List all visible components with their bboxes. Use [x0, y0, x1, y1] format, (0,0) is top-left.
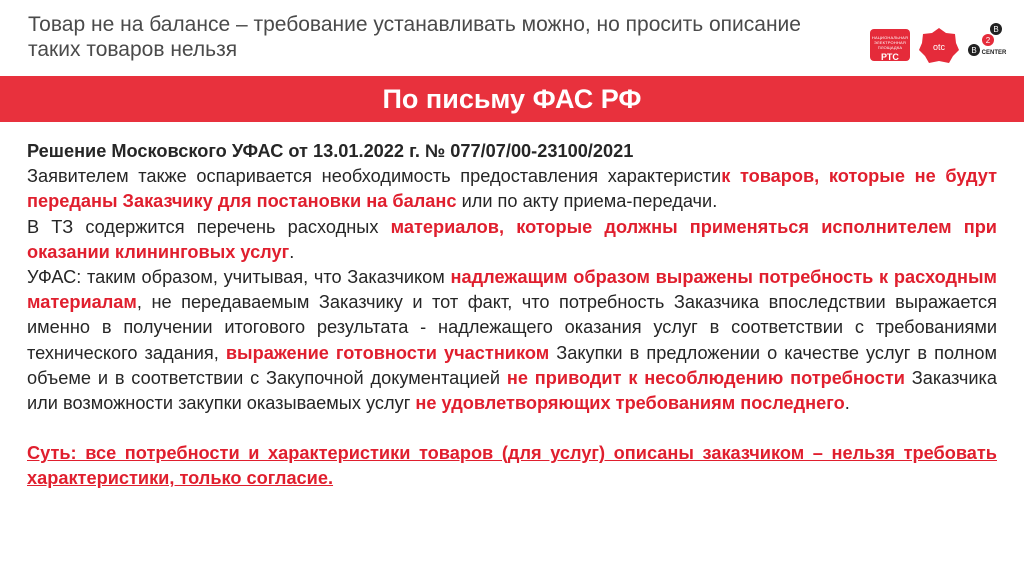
text-run: УФАС: таким образом, учитывая, что Заказчиком	[27, 267, 451, 288]
highlight-run: не удовлетворяющих требованиям последнего	[415, 393, 845, 414]
highlight-run: материалов, которые должны применяться исполнителем при оказании клининговых услуг	[27, 216, 997, 262]
slide-title: Товар не на балансе – требование устанавливать можно, но просить описание таких товаров нельзя	[28, 13, 801, 61]
text-run: Заказчика или возможности закупки оказываемых услуг	[27, 367, 997, 414]
summary-text: Суть: все потребности и характеристики товаров (для услуг) описаны заказчиком – нельзя требовать характеристики, только согласие.	[27, 443, 997, 489]
decision-heading: Решение Московского УФАС от 13.01.2022 г. № 077/07/00-23100/2021	[27, 141, 634, 161]
svg-text:2: 2	[985, 36, 991, 45]
paragraph-claim	[27, 164, 997, 214]
rts-logo-text: РТС	[881, 52, 899, 62]
text-run: Закупки в предложении о качестве услуг в полном объеме и в соответствии с Закупочной документацией	[27, 342, 997, 388]
text-run: Заявителем также оспаривается необходимость предоставления характеристи	[27, 166, 722, 187]
svg-text:B: B	[971, 46, 977, 55]
slide-body	[27, 139, 997, 492]
ots-logo-text: otc	[932, 42, 946, 52]
rts-logo-caption: НАЦИОНАЛЬНАЯ ЭЛЕКТРОННАЯ ПЛОЩАДКА	[871, 35, 909, 50]
text-run: .	[289, 241, 295, 262]
text-run: , не передаваемым Заказчику и тот факт, что потребность Заказчика впоследствии выражается именно в получении итогового результата - надлежащего оказания услуг в соответствии с требованиями технического задания,	[27, 292, 997, 363]
ots-logo	[919, 26, 959, 64]
banner-title: По письму ФАС РФ	[382, 84, 642, 114]
text-run: или по акту приема-передачи.	[456, 191, 718, 212]
highlight-run: к товаров, которые не будут переданы Заказчику для постановки на баланс	[27, 166, 997, 212]
b2b-logo-text: CENTER	[981, 50, 1007, 56]
text-run: .	[844, 393, 850, 414]
highlight-run: выражение готовности участником	[225, 342, 550, 363]
svg-text:B: B	[993, 25, 999, 34]
text-run: В ТЗ содержится перечень расходных	[27, 216, 391, 237]
title-banner	[0, 76, 1024, 122]
b2b-center-logo	[966, 22, 1010, 68]
spacer	[27, 416, 997, 441]
rts-logo	[870, 29, 910, 61]
highlight-run: не приводит к несоблюдению потребности	[506, 367, 905, 388]
highlight-run: надлежащим образом выражены потребность к расходным материалам	[27, 267, 997, 313]
paragraph-ufas-conclusion	[27, 265, 997, 416]
paragraph-specification	[27, 215, 997, 265]
ots-logo-shape	[919, 26, 959, 64]
b2b-logo-shape	[966, 22, 1010, 68]
